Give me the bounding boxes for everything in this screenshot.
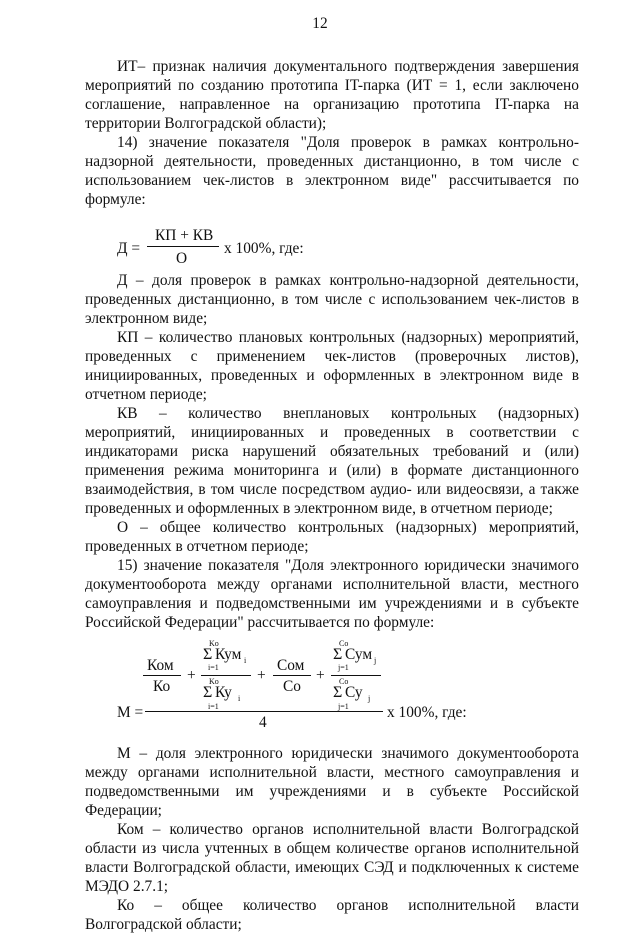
definition-ko: Ко – общее количество органов исполнительной власти Волгоградской области; bbox=[85, 897, 579, 933]
definition-kom: Ком – количество органов исполнительной власти Волгоградской области из числа учтенных в общем количестве органов исполнительной власти Волгоградской области, имеющих СЭД и подключенных к системе МЭДО 2.7.1; bbox=[85, 821, 579, 895]
definition-d: Д – доля проверок в рамках контрольно-надзорной деятельности, проведенных дистанционно, в том числе с использованием чек-листов в электронном виде; bbox=[85, 272, 579, 327]
paragraph-item-15: 15) значение показателя "Доля электронного юридически значимого документооборота между органами исполнительной власти, местного самоуправления и подведомственными им учреждениями и в субъекте Российской Федерации" рассчитывается по формуле: bbox=[85, 557, 579, 631]
formula-m-ko-upper-1: Ko bbox=[209, 639, 219, 648]
formula-m-co-upper-2: Co bbox=[339, 677, 349, 686]
formula-m-tail: x 100%, где: bbox=[387, 704, 467, 721]
formula-d-denominator: О bbox=[176, 250, 188, 267]
document-body bbox=[85, 57, 579, 934]
formula-m-plus-1: + bbox=[187, 667, 196, 684]
formula-d-lhs: Д = bbox=[117, 240, 141, 257]
formula-m-bar-3 bbox=[273, 675, 311, 676]
formula-m-bar-2 bbox=[201, 675, 251, 676]
definition-m: М – доля электронного юридически значимого документооборота между органами исполнительной власти, местного самоуправления и подведомственными им учреждениями и в субъекте Российской Федерации; bbox=[85, 745, 579, 819]
formula-m-kum: Кум bbox=[215, 646, 242, 663]
paragraph-it-definition: ИТ– признак наличия документального подтверждения завершения мероприятий по созданию прототипа IT-парка (ИТ = 1, если заключено соглашение, направленное на организацию прототипа IT-парка на территории Волгоградской области); bbox=[85, 58, 579, 132]
formula-m-cum-index: j bbox=[374, 656, 377, 665]
formula-m-som: Сом bbox=[277, 657, 305, 674]
formula-d-tail: x 100%, где: bbox=[224, 240, 304, 257]
formula-m-so: Со bbox=[283, 678, 301, 695]
formula-m-ko-upper-2: Ko bbox=[209, 677, 219, 686]
formula-m-lhs: М = bbox=[117, 704, 144, 721]
definition-o: О – общее количество контрольных (надзорных) мероприятий, проведенных в отчетном периоде; bbox=[85, 519, 579, 555]
formula-m-kom: Ком bbox=[147, 657, 174, 674]
formula-m-j1-2: j=1 bbox=[338, 702, 349, 711]
formula-m-sigma-2: Σ bbox=[203, 684, 213, 701]
formula-d-fraction-bar bbox=[147, 246, 219, 247]
definition-kv: КВ – количество внеплановых контрольных (надзорных) мероприятий, инициированных и проведенных в соответствии с индикаторами риска нарушений обязательных требований и (или) применения режима мониторинга и (или) в формате дистанционного взаимодействия, в том числе посредством аудио- или видеосвязи, а также проведенных и оформленных в электронном виде, в отчетном периоде; bbox=[85, 405, 579, 517]
formula-m-i1-2: i=1 bbox=[208, 702, 219, 711]
formula-m-sigma-3: Σ bbox=[333, 646, 343, 663]
definition-kp: КП – количество плановых контрольных (надзорных) мероприятий, проведенных с применением чек-листов (проверочных листов), инициированных, проведенных и оформленных в электронном виде в отчетном периоде; bbox=[85, 329, 579, 403]
formula-m bbox=[85, 632, 579, 730]
formula-m-i1-1: i=1 bbox=[208, 663, 219, 672]
paragraph-item-14: 14) значение показателя "Доля проверок в рамках контрольно-надзорной деятельности, проведенных дистанционно, в том числе с использованием чек-листов в электронном виде" рассчитывается по формуле: bbox=[85, 134, 579, 208]
formula-m-co-upper-1: Co bbox=[339, 639, 349, 648]
formula-m-main-bar bbox=[145, 711, 383, 712]
formula-m-denominator: 4 bbox=[259, 714, 267, 731]
formula-d-numerator: КП + КВ bbox=[155, 227, 214, 244]
formula-m-kum-index: i bbox=[244, 656, 247, 665]
formula-m-sigma-4: Σ bbox=[333, 684, 343, 701]
formula-m-plus-3: + bbox=[316, 667, 325, 684]
page-number: 12 bbox=[312, 15, 328, 32]
formula-m-cum: Сум bbox=[345, 646, 373, 663]
formula-m-j1-1: j=1 bbox=[338, 663, 349, 672]
formula-m-ko: Ко bbox=[153, 678, 171, 695]
formula-m-cy-index: j bbox=[368, 694, 371, 703]
formula-m-bar-1 bbox=[143, 675, 181, 676]
formula-m-plus-2: + bbox=[257, 667, 266, 684]
formula-m-ky-index: i bbox=[238, 694, 241, 703]
formula-m-sigma-1: Σ bbox=[203, 646, 213, 663]
formula-m-ky: Ку bbox=[215, 684, 232, 701]
formula-m-bar-4 bbox=[331, 675, 381, 676]
formula-d bbox=[85, 209, 579, 271]
formula-m-cy: Су bbox=[345, 684, 363, 701]
